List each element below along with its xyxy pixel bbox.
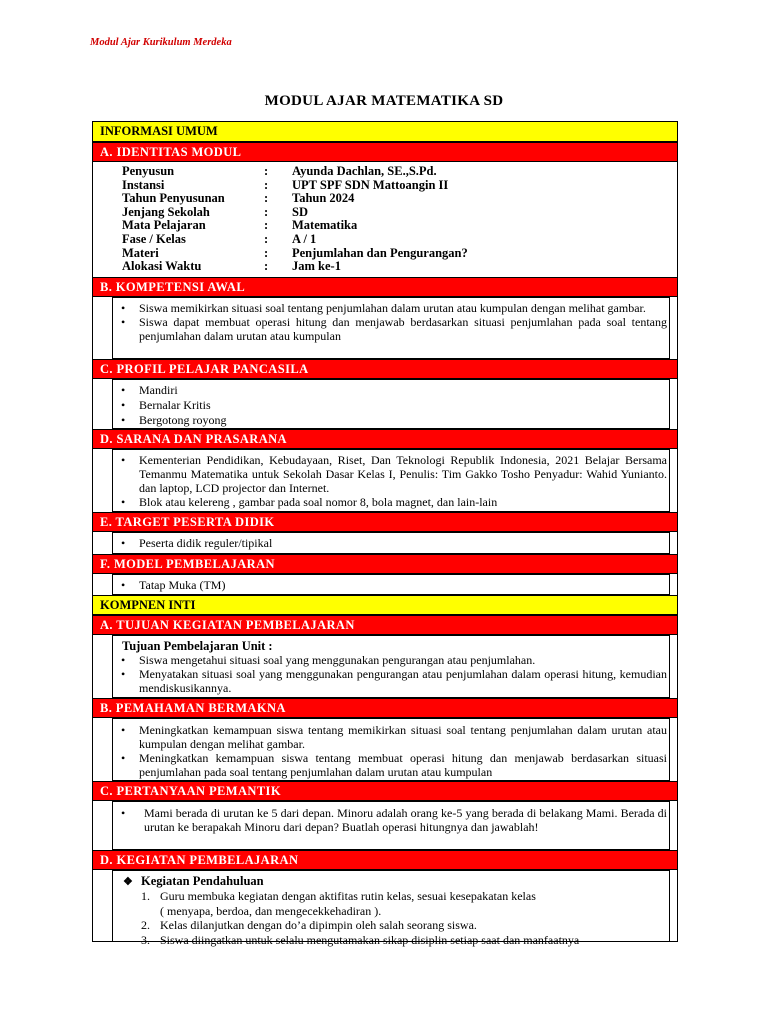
list-item [113, 398, 669, 413]
identitas-key: Fase / Kelas [122, 231, 186, 246]
identitas-colon: : [264, 191, 269, 206]
list-item-text: Meningkatkan kemampuan siswa tentang memikirkan situasi soal tentang penjumlahan dalam urutan atau kumpulan dengan melihat gambar. [139, 723, 667, 751]
step-number: 3. [141, 932, 150, 947]
identitas-colon: : [264, 218, 269, 233]
section-identitas-modul: A. IDENTITAS MODUL [92, 142, 678, 162]
list-item [113, 578, 669, 592]
kegiatan-box [112, 870, 670, 947]
identitas-key: Penyusun [122, 164, 175, 178]
list-item-text: Meningkatkan kemampuan siswa tentang membuat operasi hitung dan menjawab berdasarkan situasi penjumlahan pada soal tentang penjumlahan dalam urutan atau kumpulan [139, 751, 667, 779]
tujuan-box [112, 635, 670, 698]
bullet-icon: • [121, 751, 126, 765]
diamond-bullet-icon: ❖ [123, 876, 133, 888]
identitas-colon: : [264, 231, 269, 246]
step-number: 2. [141, 918, 150, 932]
section-profil-pelajar: C. PROFIL PELAJAR PANCASILA [92, 359, 678, 379]
list-item [113, 315, 667, 343]
identitas-key: Materi [122, 245, 159, 260]
step-text: Siswa diingatkan untuk selalu mengutamakan sikap disiplin setiap saat dan manfaatnya [160, 932, 580, 947]
list-item-text: Mandiri [139, 383, 178, 397]
identitas-value: A / 1 [292, 231, 317, 246]
identitas-colon: : [264, 259, 269, 274]
identitas-value: Matematika [292, 218, 358, 233]
list-item-text: Siswa dapat membuat operasi hitung dan menjawab berdasarkan situasi penjumlahan pada soal tentang penjumlahan dalam urutan atau kumpulan [139, 315, 667, 343]
step-text: Kelas dilanjutkan dengan do’a dipimpin oleh salah seorang siswa. [160, 918, 477, 932]
identitas-table [122, 165, 468, 274]
identitas-colon: : [264, 245, 269, 260]
identitas-key: Alokasi Waktu [122, 259, 202, 274]
identitas-value: Penjumlahan dan Pengurangan? [292, 245, 468, 260]
target-box [112, 532, 670, 554]
bullet-icon: • [121, 806, 126, 820]
section-tujuan-kegiatan: A. TUJUAN KEGIATAN PEMBELAJARAN [92, 615, 678, 635]
list-item [113, 495, 667, 509]
list-item [113, 383, 669, 398]
list-item [113, 453, 667, 495]
list-item-text: Bernalar Kritis [139, 398, 211, 412]
identitas-row [122, 247, 468, 261]
bullet-icon: • [121, 383, 126, 397]
identitas-row [122, 192, 468, 206]
identitas-row [122, 260, 468, 274]
list-item [113, 918, 669, 933]
bullet-icon: • [121, 495, 126, 509]
list-item [113, 301, 667, 315]
bullet-icon: • [121, 315, 126, 329]
bullet-icon: • [121, 536, 126, 550]
bullet-icon: • [121, 413, 126, 427]
identitas-key: Instansi [122, 177, 165, 192]
identitas-row [122, 206, 468, 220]
identitas-colon: : [264, 164, 269, 178]
step-text-continued: ( menyapa, berdoa, dan mengecekkehadiran ). [160, 903, 382, 918]
list-item-text: Tatap Muka (TM) [139, 578, 226, 592]
list-item-text: Siswa memikirkan situasi soal tentang penjumlahan dalam urutan atau kumpulan dengan melihat gambar. [139, 301, 646, 315]
profil-box [112, 379, 670, 429]
identitas-row [122, 219, 468, 233]
section-pemahaman-bermakna: B. PEMAHAMAN BERMAKNA [92, 698, 678, 718]
bullet-icon: • [121, 653, 126, 667]
bullet-icon: • [121, 453, 126, 467]
pemahaman-box [112, 718, 670, 781]
section-sarana-prasarana: D. SARANA DAN PRASARANA [92, 429, 678, 449]
list-item [113, 667, 667, 695]
section-komponen-inti: KOMPNEN INTI [92, 595, 678, 615]
identitas-value: Ayunda Dachlan, SE.,S.Pd. [292, 164, 437, 178]
section-model-pembelajaran: F. MODEL PEMBELAJARAN [92, 554, 678, 574]
bullet-icon: • [121, 723, 126, 737]
identitas-value: Tahun 2024 [292, 191, 355, 206]
identitas-row [122, 179, 468, 193]
list-item-text: Peserta didik reguler/tipikal [139, 536, 273, 550]
section-target-peserta: E. TARGET PESERTA DIDIK [92, 512, 678, 532]
list-item [113, 653, 667, 667]
list-item-text: Blok atau kelereng , gambar pada soal nomor 8, bola magnet, dan lain-lain [139, 495, 498, 509]
list-item-text: Siswa mengetahui situasi soal yang menggunakan pengurangan atau penjumlahan. [139, 653, 536, 667]
identitas-key: Mata Pelajaran [122, 218, 206, 233]
list-item [113, 806, 667, 834]
section-kompetensi-awal: B. KOMPETENSI AWAL [92, 277, 678, 297]
list-item [113, 751, 667, 779]
identitas-key: Tahun Penyusunan [122, 191, 225, 206]
identitas-row [122, 165, 468, 179]
section-kegiatan-pembelajaran: D. KEGIATAN PEMBELAJARAN [92, 850, 678, 870]
list-item [113, 723, 667, 751]
identitas-colon: : [264, 177, 269, 192]
list-item-text: Menyatakan situasi soal yang menggunakan pengurangan atau penjumlahan dalam operasi hitung, kemudian mendiskusikannya. [139, 667, 667, 695]
list-item-text: Kementerian Pendidikan, Kebudayaan, Riset, Dan Teknologi Republik Indonesia, 2021 Belajar Bersama Temanmu Matematika untuk Sekolah Dasar Kelas I, Penulis: Tim Gakko Tosho Penyadur: Wahid Yunianto. dan laptop, LCD projector dan Internet. [139, 453, 667, 495]
kompetensi-box [112, 297, 670, 359]
identitas-colon: : [264, 204, 269, 219]
list-item-text: Mami berada di urutan ke 5 dari depan. Minoru adalah orang ke-5 yang berada di belakang Mami. Berada di urutan ke berapakah Minoru dari depan? Buatlah operasi hitungnya dan jawablah! [144, 806, 667, 834]
section-informasi-umum: INFORMASI UMUM [92, 121, 678, 142]
identitas-value: SD [292, 204, 308, 219]
step-number: 1. [141, 889, 150, 903]
section-pertanyaan-pemantik: C. PERTANYAAN PEMANTIK [92, 781, 678, 801]
model-box [112, 574, 670, 595]
pertanyaan-box [112, 801, 670, 850]
kegiatan-heading [113, 874, 669, 889]
identitas-value: UPT SPF SDN Mattoangin II [292, 177, 449, 192]
sarana-box [112, 449, 670, 512]
list-item [113, 889, 669, 918]
kegiatan-heading-label: Kegiatan Pendahuluan [141, 874, 264, 888]
list-item [113, 933, 669, 948]
list-item [113, 536, 669, 550]
bullet-icon: • [121, 667, 126, 681]
identitas-key: Jenjang Sekolah [122, 204, 210, 219]
bullet-icon: • [121, 301, 126, 315]
document-title: MODUL AJAR MATEMATIKA SD [264, 93, 504, 109]
tujuan-heading: Tujuan Pembelajaran Unit : [122, 639, 273, 653]
list-item-text: Bergotong royong [139, 413, 227, 427]
identitas-row [122, 233, 468, 247]
identitas-value: Jam ke-1 [292, 259, 341, 274]
step-text: Guru membuka kegiatan dengan aktifitas rutin kelas, sesuai kesepakatan kelas [160, 889, 536, 903]
bullet-icon: • [121, 398, 126, 412]
bullet-icon: • [121, 578, 126, 592]
list-item [113, 413, 669, 428]
running-head: Modul Ajar Kurikulum Merdeka [90, 37, 232, 48]
